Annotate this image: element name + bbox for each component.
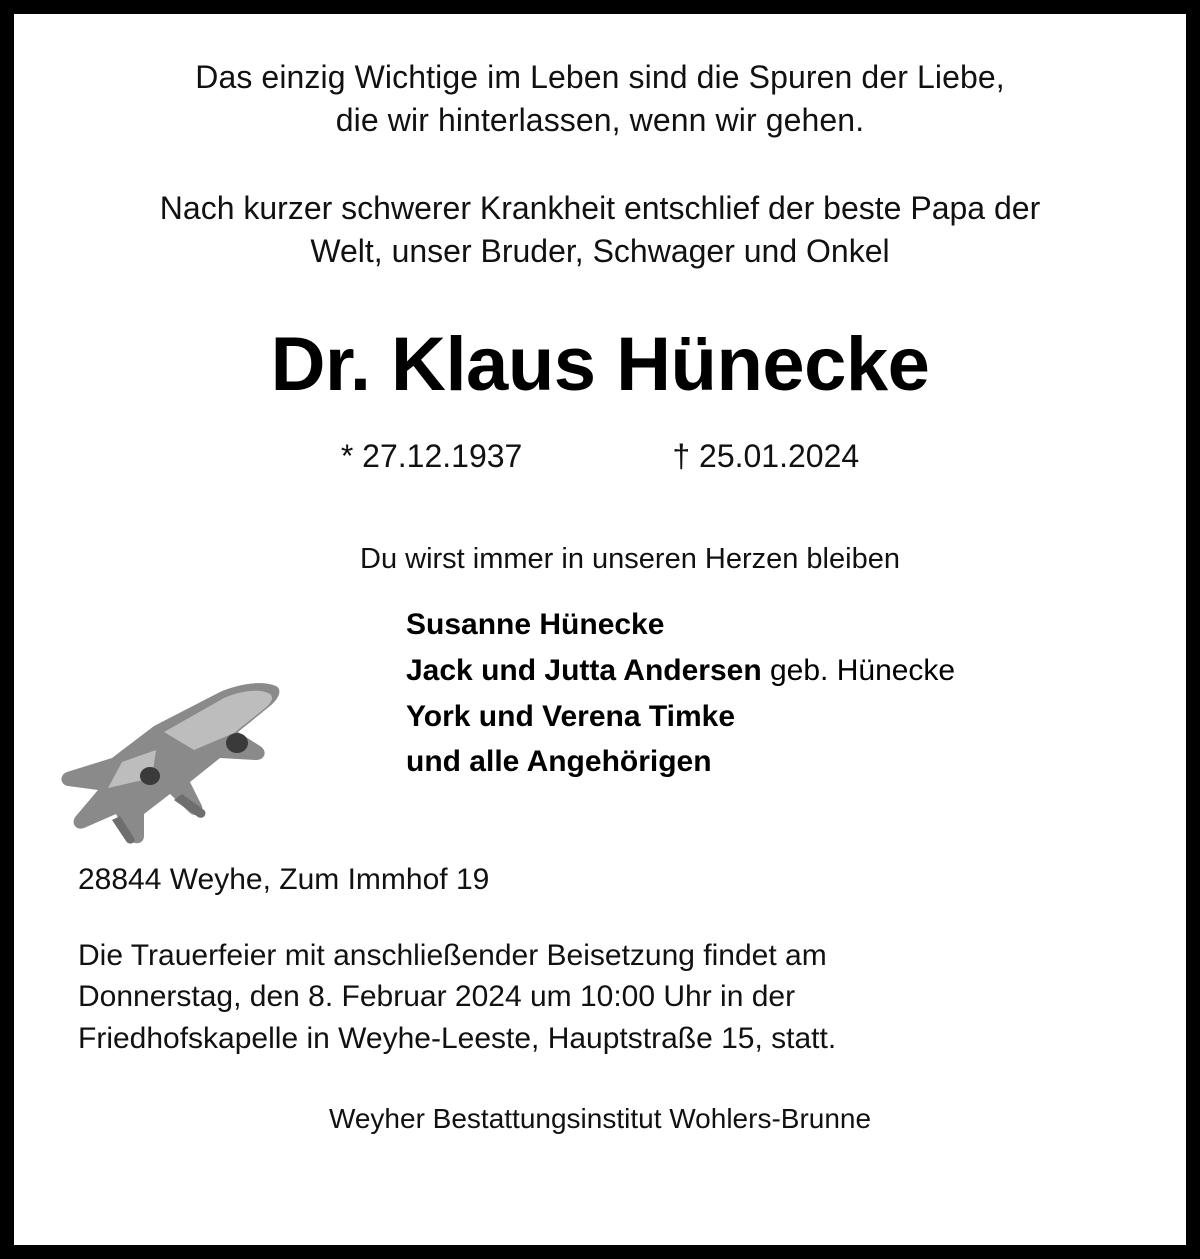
intro-line-1: Nach kurzer schwerer Krankheit entschlief der beste Papa der <box>159 190 1041 227</box>
list-item <box>406 694 1134 740</box>
intro-text <box>66 187 1134 273</box>
survivor-name: York und Verena Timke <box>406 699 736 733</box>
funeral-home: Weyher Bestattungsinstitut Wohlers-Brunne <box>328 1103 872 1135</box>
intro-line-2: Welt, unser Bruder, Schwager und Onkel <box>310 233 890 270</box>
list-item <box>406 648 1134 694</box>
obituary-card <box>14 14 1186 1245</box>
birth-date: * 27.12.1937 <box>340 438 523 475</box>
memorial-line: Du wirst immer in unseren Herzen bleiben <box>360 543 900 576</box>
survivors-list <box>66 602 1134 784</box>
deceased-name: Dr. Klaus Hünecke <box>270 322 930 408</box>
survivor-name: Susanne Hünecke <box>406 608 665 642</box>
survivor-suffix: geb. Hünecke <box>761 654 956 688</box>
obituary-content <box>14 56 1186 1135</box>
epitaph <box>66 56 1134 141</box>
life-dates <box>66 438 1134 475</box>
epitaph-line-2: die wir hinterlassen, wenn wir gehen. <box>335 101 865 138</box>
ceremony-line-2: Donnerstag, den 8. Februar 2024 um 10:00 Uhr in der <box>78 980 796 1014</box>
list-item <box>406 602 1134 648</box>
address: 28844 Weyhe, Zum Immhof 19 <box>78 862 490 896</box>
survivor-name: Jack und Jutta Andersen <box>406 654 762 688</box>
survivor-name: und alle Angehörigen <box>406 745 712 779</box>
death-date: † 25.01.2024 <box>672 438 860 475</box>
ceremony-details <box>66 935 1134 1059</box>
epitaph-line-1: Das einzig Wichtige im Leben sind die Spuren der Liebe, <box>195 59 1005 95</box>
ceremony-line-3: Friedhofskapelle in Weyhe-Leeste, Hauptstraße 15, statt. <box>78 1021 837 1055</box>
list-item <box>406 739 1134 785</box>
ceremony-line-1: Die Trauerfeier mit anschließender Beisetzung findet am <box>78 938 827 972</box>
